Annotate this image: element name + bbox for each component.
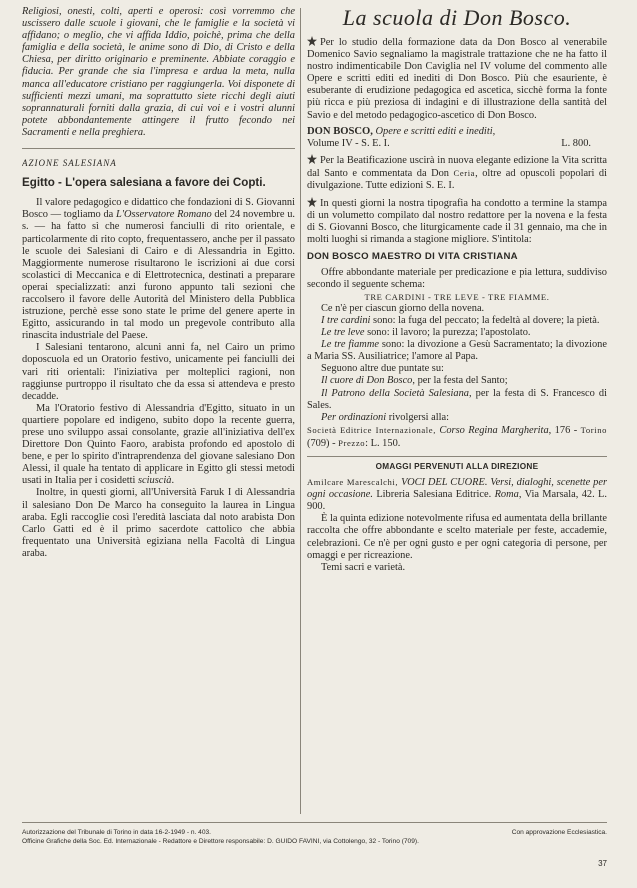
news-paragraph-6: I tre cardini sono: la fuga del peccato; la fedeltà al dovere; la pietà.	[321, 314, 600, 326]
news-paragraph-12: Per ordinazioni rivolgersi alla:	[321, 411, 450, 423]
omaggi-description: È la quinta edizione notevolmente rifusa ed aumentata della brillante raccolta che offre abbondante e scelto materiale per feste, accademie, celebrazioni. Ce n'è per ogni gusto e per ogni categoria di persone, per omaggi e per ricreazione.	[307, 513, 607, 561]
omaggi-entry: Amilcare Marescalchi, VOCI DEL CUORE. Versi, dialoghi, scenette per ogni occasione. Libreria Salesiana Editrice. Roma, Via Marsala, 42. L. 900.	[307, 477, 607, 513]
book-entry-1: DON BOSCO, Opere e scritti editi e inediti, Volume IV - S. E. I. L. 800.	[307, 125, 591, 149]
section-rule	[307, 456, 607, 457]
article-paragraph-3: Ma l'Oratorio festivo di Alessandria d'Egitto, situato in un quartiere popolare ed indigeno, subito dopo la recente guerra, prese uno sviluppo assai consolante, grazie all'iniziativa dell'ex Direttore Don Quinto Faoro, arabista profondo ed apostolo di bene, e per lo spirito d'intraprendenza del giovane salesiano Don Alessi, il quale ha tentato di applicare in Egitto gli stessi metodi usati in Italia per i cosidetti sciuscià.	[22, 402, 295, 487]
section-label: AZIONE SALESIANA	[22, 158, 117, 169]
page-number: 37	[598, 859, 607, 868]
left-column	[22, 6, 295, 814]
article-paragraph-2: I Salesiani tentarono, alcuni anni fa, nel Cairo un primo doposcuola ed un Oratorio festivo, unicamente pei fanciulli dei vari riti orientali: l'iniziativa per molteplici ragioni, non raggiunse purtroppo il risultato che da essa si attendeva e presto decadde.	[22, 342, 295, 402]
order-address: Società Editrice Internazionale, Corso Regina Margherita, 176 - Torino (709) - Prezzo: L. 150.	[307, 424, 607, 449]
right-column	[307, 6, 607, 814]
flower-ornament-icon	[307, 36, 317, 46]
news-paragraph-3: In questi giorni la nostra tipografia ha condotto a termine la stampa di un volumetto compilato dal nostro redattore per la novena e la festa di S. Giovanni Bosco, che liturgicamente cade il 31 gennaio, ma che in molti luoghi si rimanda a stagione migliore. S'intitola:	[307, 198, 607, 246]
news-paragraph-9: Seguono altre due puntate su:	[321, 363, 444, 375]
footer-approval: Con approvazione Ecclesiastica.	[511, 829, 607, 836]
section-rule	[22, 148, 295, 149]
footer-publisher: Officine Grafiche della Soc. Ed. Internazionale - Redattore e Direttore responsabile: D. GUIDO FAVINI, via Cottolengo, 32 - Torino (709).	[22, 838, 419, 845]
book-title-heading: DON BOSCO MAESTRO DI VITA CRISTIANA	[307, 250, 518, 262]
news-paragraph-4: Offre abbondante materiale per predicazione e pia lettura, suddiviso secondo il seguente schema:	[307, 266, 607, 290]
news-paragraph-7: Le tre leve sono: il lavoro; la purezza; l'apostolato.	[321, 327, 531, 339]
news-paragraph-8: Le tre fiamme sono: la divozione a Gesù Sacramentato; la divozione a Maria SS. Ausiliatrice; l'amore al Papa.	[307, 339, 607, 363]
article-paragraph-1: Il valore pedagogico e didattico che fondazioni di S. Giovanni Bosco — togliamo da L'Osservatore Romano del 24 novembre u. s. — ha fatto sì che numerosi fanciulli di rito orientale, e particolarmente di rito copto, frequentassero, anche per il passato le scuole dei Salesiani di Cairo e di Alessandria in Egitto. Maggiormente numerose risultarono le iscrizioni ai due corsi scolastici di Meccanica e di Elettrotecnica, destinati a preparare operai specializzati: anzi furono appunto tali sezioni che raccolsero il favore delle Autorità del Ministero della Pubblica istruzione, perchè esse sono state le prime del genere aperte in Egitto, assicurando in tal modo un pregevole contributo alla rinascita industriale del Paese.	[22, 197, 295, 342]
page-title: La scuola di Don Bosco.	[342, 6, 572, 30]
schema-line: TRE CARDINI - TRE LEVE - TRE FIAMME.	[364, 291, 550, 302]
news-paragraph-5: Ce n'è per ciascun giorno della novena.	[321, 302, 485, 314]
column-divider	[300, 8, 301, 814]
page-footer	[22, 822, 607, 846]
news-paragraph-1: Per lo studio della formazione data da Don Bosco al venerabile Domenico Savio segnaliamo la magistrale trattazione che ne ha fatto il nostro indimenticabile Don Caviglia nel IV volume del commento alle Opere e scritti editi ed inediti di Don Bosco. Più che esauriente, è esuberante di erudizione pedagogica ed ascetica, sicchè forma la fonte più ricca e più preziosa di indagini e di illustrazione della santità del Savio e del metodo pedagogico-ascetico di Don Bosco.	[307, 37, 607, 121]
article-heading: Egitto - L'opera salesiana a favore dei Copti.	[22, 176, 266, 190]
news-paragraph-11: Il Patrono della Società Salesiana, per la festa di S. Francesco di Sales.	[307, 387, 607, 411]
news-paragraph-10: Il cuore di Don Bosco, per la festa del Santo;	[321, 375, 508, 387]
article-paragraph-4: Inoltre, in questi giorni, all'Università Faruk I di Alessandria il salesiano Don De Marco ha conseguito la laurea in Lingua araba. Egli raccoglie così l'eredità lasciata dal noto arabista Don Carlo Gatti ed è il primo sacerdote cattolico che abbia frequentato una Università egiziana nella Facoltà di Lingua araba.	[22, 487, 295, 559]
omaggi-last-line: Temi sacri e varietà.	[321, 561, 406, 573]
news-paragraph-2: Per la Beatificazione uscirà in nuova elegante edizione la Vita scritta dal Santo e commentata da Don Ceria, oltre ad opuscoli popolari di divulgazione. Tutte edizioni S. E. I.	[307, 154, 607, 192]
omaggi-heading: OMAGGI PERVENUTI ALLA DIREZIONE	[375, 462, 539, 471]
footer-authorization: Autorizzazione del Tribunale di Torino in data 16-2-1949 - n. 403.	[22, 829, 212, 836]
flower-ornament-icon	[307, 154, 317, 164]
intro-paragraph: Religiosi, onesti, colti, aperti e operosi: così vorremmo che uscissero dalle scuole i giovani, che le famiglie e la società vi affidano; o meglio, che vi affida Iddio, poichè, prima che della famiglia e della società, le anime sono di Dio, di Cristo e della Chiesa, per diritto originario e preminente. Abbiate coraggio e fiducia. Per grande che sia l'impresa e ardua la meta, nulla manca all'educatore cristiano per raggiungerla. Voi disponete di sufficienti mezzi umani, ma soprattutto siete ricchi degli aiuti soprannaturali forniti dalla grazia, di cui voi e i vostri alunni potete abbondantemente attingere il frutto fecondo nei Sacramenti e nella preghiera.	[22, 6, 295, 138]
flower-ornament-icon	[307, 197, 317, 207]
